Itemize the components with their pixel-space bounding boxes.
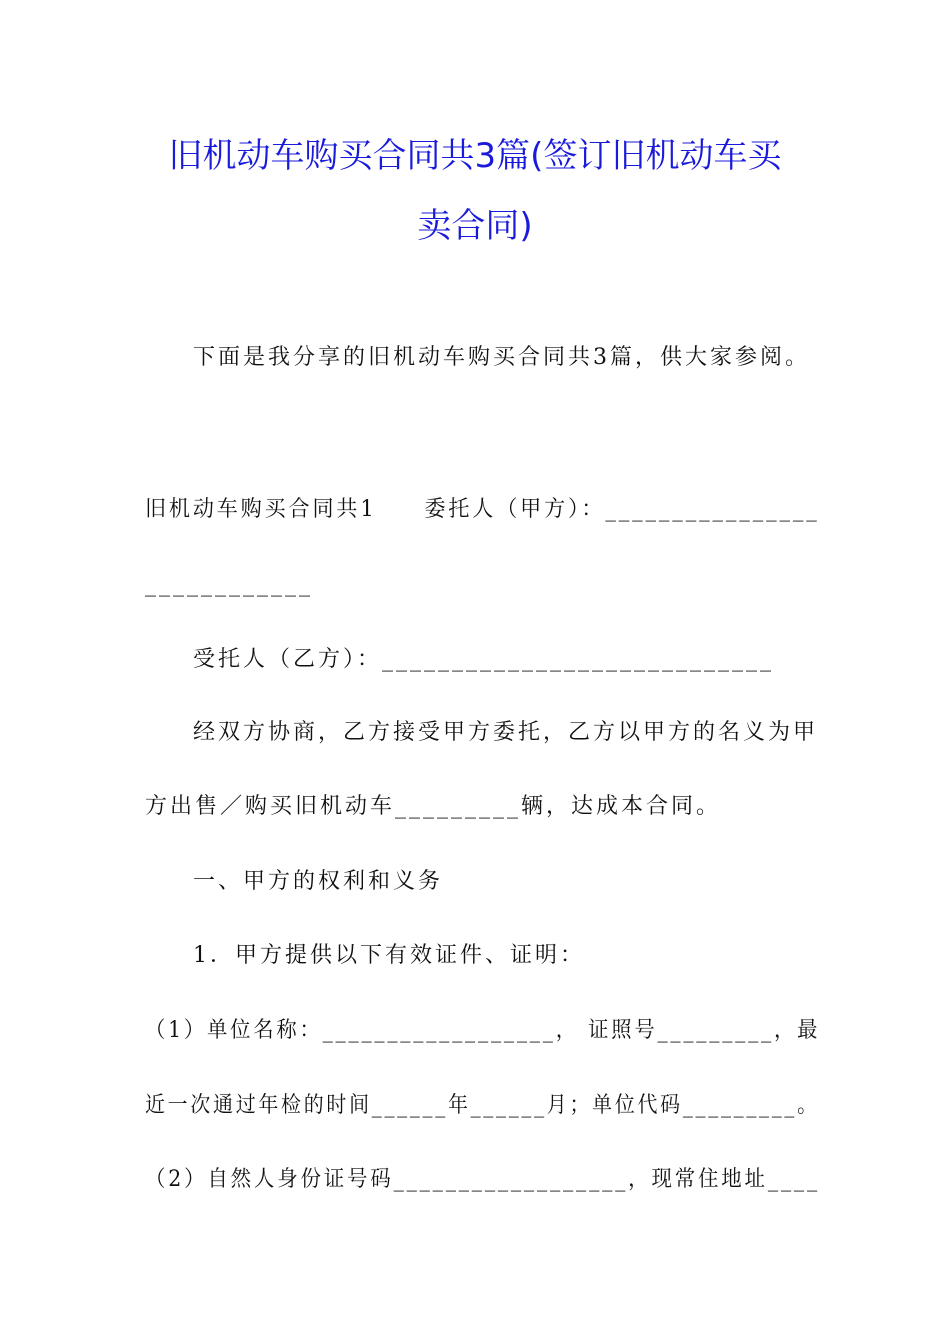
document-title-line-2: 卖合同) [417, 206, 533, 246]
client-blank-continuation: ____________ [145, 572, 313, 597]
agreement-paragraph-line-1: 经双方协商，乙方接受甲方委托，乙方以甲方的名义为甲 [193, 720, 819, 745]
section-heading-party-a: 一、甲方的权利和义务 [193, 869, 444, 894]
contract-heading-and-client-line: 旧机动车购买合同共1 委托人（甲方）：________________ [145, 497, 820, 522]
clause-1-item-1-line-2: 近一次通过年检的时间______年______月；单位代码_________。 [145, 1093, 820, 1118]
clause-1: 1．甲方提供以下有效证件、证明： [193, 943, 585, 968]
clause-1-item-2-line-1: （2）自然人身份证号码__________________，现常住地址____ [145, 1167, 820, 1192]
trustee-line: 受托人（乙方）：____________________________ [193, 647, 775, 672]
clause-1-item-1-line-1: （1）单位名称：__________________， 证照号_________，最 [145, 1018, 821, 1043]
document-title-line-1: 旧机动车购买合同共3篇(签订旧机动车买 [168, 136, 782, 176]
intro-paragraph: 下面是我分享的旧机动车购买合同共3篇，供大家参阅。 [193, 345, 810, 370]
agreement-paragraph-line-2: 方出售／购买旧机动车_________辆，达成本合同。 [145, 794, 722, 819]
